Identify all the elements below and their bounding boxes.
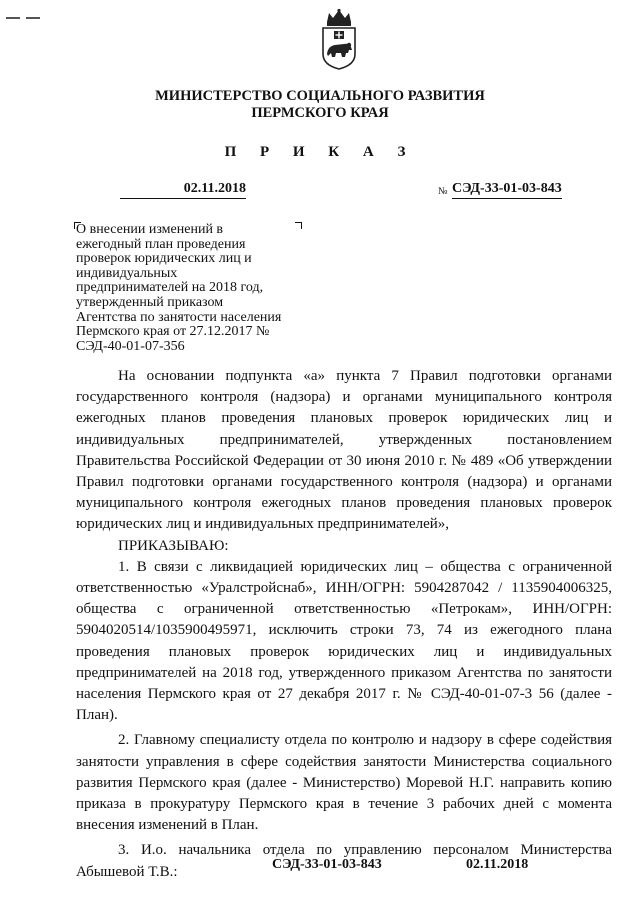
subject-line: индивидуальных (76, 265, 178, 281)
order-subject (76, 223, 316, 354)
subject-line: Агентства по занятости населения (76, 309, 282, 325)
item-1-paragraph: 1. В связи с ликвидацией юридических лиц – общества с ограниченной ответственностью «Уралстройснаб», ИНН/ОГРН: 5904287042 / 1135904006325, общества с ограниченной ответственностью «Петрокам», ИНН/ОГРН: 5904020514/1035900495971, исключить строки 73, 74 из ежегодного плана проведения плановых проверок юридических лиц и индивидуальных предпринимателей на 2018 год, утвержденного приказом Агентства по занятости населения Пермского края от 27 декабря 2017 г. № СЭД-40-01-07-3 56 (далее - План). (76, 558, 612, 724)
subject-line: проверок юридических лиц и (76, 251, 252, 267)
order-body (76, 366, 612, 883)
subject-line: предпринимателей на 2018 год, (76, 280, 264, 296)
subject-line: утвержденный приказом (76, 294, 224, 310)
ministry-name (0, 88, 640, 122)
order-number: СЭД-33-01-03-843 (452, 181, 562, 199)
coat-of-arms-icon (318, 8, 360, 70)
item-3-paragraph: 3. И.о. начальника отдела по управлению персоналом Министерства Абышевой Т.В.: (76, 842, 612, 880)
subject-line: Пермского края от 27.12.2017 № (76, 324, 270, 340)
top-edge-mark (6, 6, 46, 8)
order-date: 02.11.2018 (120, 181, 246, 199)
ministry-line-2: ПЕРМСКОГО КРАЯ (251, 105, 389, 121)
subject-line: О внесении изменений в (76, 222, 224, 237)
subject-line: ежегодный план проведения (76, 236, 246, 252)
order-title: П Р И К А З (224, 144, 416, 160)
subject-line: СЭД-40-01-07-356 (76, 338, 185, 354)
number-sign: № (438, 186, 448, 197)
preamble-paragraph: На основании подпункта «а» пункта 7 Правил подготовки органами государственного контроля (надзора) и органами муниципального контроля ежегодных планов проведения плановых проверок юридических лиц и индивидуальных предпринимателей, утвержденных постановлением Правительства Российской Федерации от 30 июня 2010 г. № 489 «Об утверждении Правил подготовки органами государственного контроля (надзора) и органами муниципального контроля ежегодных планов проведения плановых проверок юридических лиц и индивидуальных предпринимателей», (76, 368, 612, 533)
ministry-line-1: МИНИСТЕРСТВО СОЦИАЛЬНОГО РАЗВИТИЯ (155, 88, 485, 104)
item-2-paragraph: 2. Главному специалисту отдела по контролю и надзору в сфере содействия занятости управления в сфере содействия занятости Министерства социального развития Пермского края (далее - Министерство) Моревой Н.Г. направить копию приказа в прокуратуру Пермского края в течение 3 рабочих дней с момента внесения изменений в План. (76, 732, 612, 834)
footer-order-date: 02.11.2018 (466, 857, 529, 872)
footer-order-number: СЭД-33-01-03-843 (272, 857, 382, 872)
decree-word: ПРИКАЗЫВАЮ: (118, 537, 229, 554)
